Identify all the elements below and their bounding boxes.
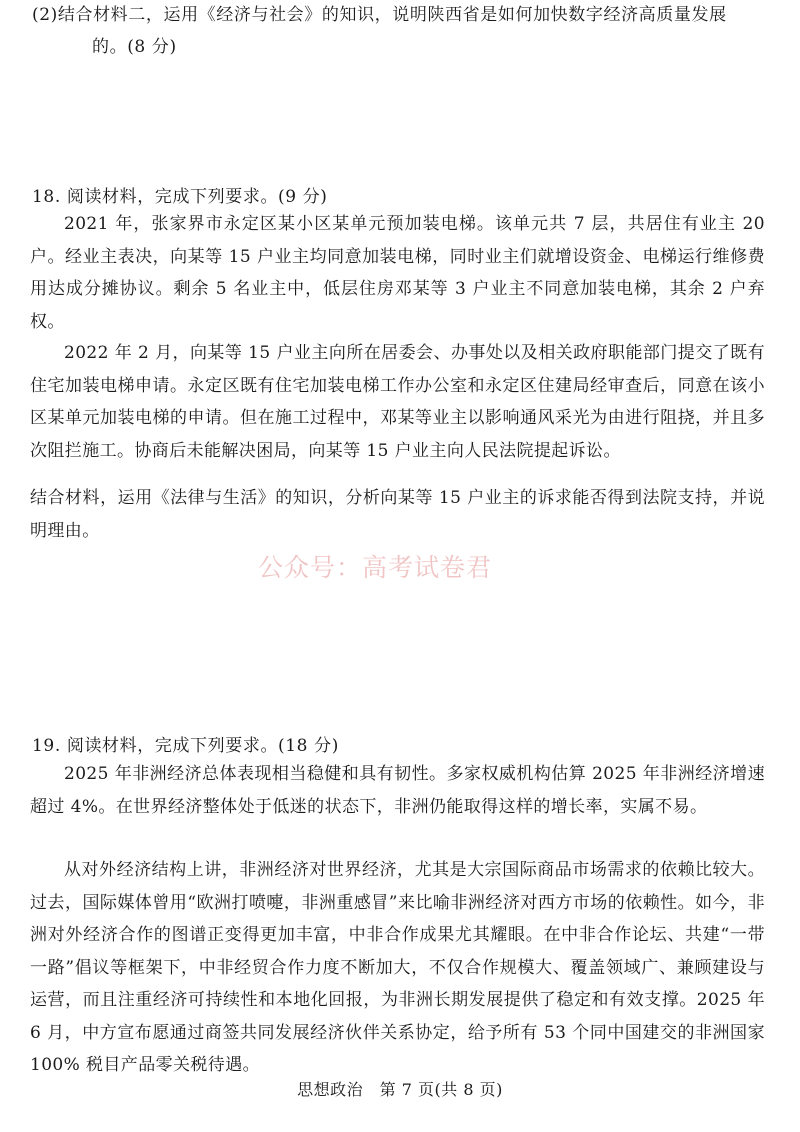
q18-paragraph-2: 2022 年 2 月，向某等 15 户业主向所在居委会、办事处以及相关政府职能部门提交了既有住宅加装电梯申请。永定区既有住宅加装电梯工作办公室和永定区住建局经审查后，同意在该小区某单元加装电梯的申请。但在施工过程中，邓某等业主以影响通风采光为由进行阻挠，并且多次阻拦施工。协商后未能解决困局，向某等 15 户业主向人民法院提起诉讼。 [30, 343, 765, 461]
page-footer: 思想政治 第 7 页(共 8 页) [297, 1080, 503, 1099]
q17-part2-line1: (2)结合材料二，运用《经济与社会》的知识，说明陕西省是如何加快数字经济高质量发展 [32, 5, 727, 25]
q18-question: 结合材料，运用《法律与生活》的知识，分析向某等 15 户业主的诉求能否得到法院支持，并说明理由。 [30, 488, 765, 541]
q19-paragraph-1: 2025 年非洲经济总体表现相当稳健和具有韧性。多家权威机构估算 2025 年非洲经济增速超过 4%。在世界经济整体处于低迷的状态下，非洲仍能取得这样的增长率，实属不易。 [30, 764, 765, 817]
q19-heading: 19. 阅读材料，完成下列要求。(18 分) [32, 736, 339, 756]
q19-paragraph-2: 从对外经济结构上讲，非洲经济对世界经济，尤其是大宗国际商品市场需求的依赖比较大。过去，国际媒体曾用“欧洲打喷嚏，非洲重感冒”来比喻非洲经济对西方市场的依赖性。如今，非洲对外经济合作的图谱正变得更加丰富，中非合作成果尤其耀眼。在中非合作论坛、共建“一带一路”倡议等框架下，中非经贸合作力度不断加大，不仅合作规模大、覆盖领域广、兼顾建设与运营，而且注重经济可持续性和本地化回报，为非洲长期发展提供了稳定和有效支撑。2025 年 6 月，中方宣布愿通过商签共同发展经济伙伴关系协定，给予所有 53 个同中国建交的非洲国家 100% 税目产品零关税待遇。 [30, 860, 765, 1075]
q17-part2-line2: 的。(8 分) [92, 37, 177, 57]
q18-paragraph-1: 2021 年，张家界市永定区某小区某单元预加装电梯。该单元共 7 层，共居住有业主 20 户。经业主表决，向某等 15 户业主均同意加装电梯，同时业主们就增设资金、电梯运行维修费用达成分摊协议。剩余 5 名业主中，低层住房邓某等 3 户业主不同意加装电梯，其余 2 户弃权。 [30, 214, 765, 332]
watermark: 公众号：高考试卷君 [258, 553, 493, 582]
q18-heading: 18. 阅读材料，完成下列要求。(9 分) [32, 187, 328, 207]
